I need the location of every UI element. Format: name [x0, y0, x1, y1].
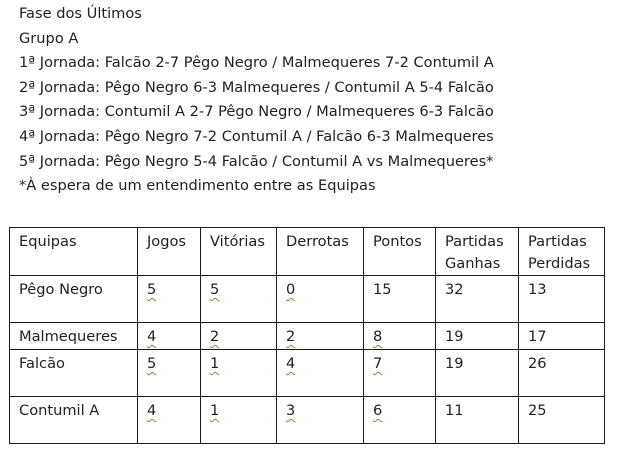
cell-pontos: 15: [364, 276, 436, 323]
cell-vitorias: 2: [201, 323, 277, 350]
cell-derrotas: 2: [277, 323, 364, 350]
cell-team: Falcão: [10, 350, 138, 397]
cell-pontos: 8: [364, 323, 436, 350]
cell-team: Malmequeres: [10, 323, 138, 350]
cell-jogos: 4: [138, 397, 201, 444]
table-row: [10, 350, 605, 397]
cell-vitorias: 5: [201, 276, 277, 323]
header-derrotas: Derrotas: [277, 228, 364, 276]
cell-partidas-ganhas: 32: [436, 276, 519, 323]
phase-title: Fase dos Últimos: [19, 5, 142, 22]
cell-jogos: 5: [138, 350, 201, 397]
cell-partidas-perdidas: 25: [519, 397, 605, 444]
cell-team: Pêgo Negro: [10, 276, 138, 323]
round-2: 2ª Jornada: Pêgo Negro 6-3 Malmequeres / Contumil A 5-4 Falcão: [19, 78, 494, 96]
header-vitorias: Vitórias: [201, 228, 277, 276]
cell-team: Contumil A: [10, 397, 138, 444]
header-equipas: Equipas: [10, 228, 138, 276]
cell-vitorias: 1: [201, 397, 277, 444]
round-4: 4ª Jornada: Pêgo Negro 7-2 Contumil A / Falcão 6-3 Malmequeres: [19, 127, 494, 145]
header-pontos: Pontos: [364, 228, 436, 276]
cell-pontos: 6: [364, 397, 436, 444]
footnote: *À espera de um entendimento entre as Equipas: [19, 177, 376, 195]
text-lines: [19, 2, 494, 199]
cell-partidas-perdidas: 26: [519, 350, 605, 397]
cell-partidas-perdidas: 17: [519, 323, 605, 350]
cell-pontos: 7: [364, 350, 436, 397]
cell-derrotas: 3: [277, 397, 364, 444]
cell-partidas-ganhas: 11: [436, 397, 519, 444]
header-partidas-perdidas: Partidas Perdidas: [519, 228, 605, 276]
header-jogos: Jogos: [138, 228, 201, 276]
table-row: [10, 323, 605, 350]
table-header-row: [10, 228, 605, 276]
cell-jogos: 5: [138, 276, 201, 323]
round-3: 3ª Jornada: Contumil A 2-7 Pêgo Negro / Malmequeres 6-3 Falcão: [19, 103, 494, 121]
cell-vitorias: 1: [201, 350, 277, 397]
round-5: 5ª Jornada: Pêgo Negro 5-4 Falcão / Contumil A vs Malmequeres*: [19, 152, 494, 170]
cell-partidas-ganhas: 19: [436, 350, 519, 397]
header-partidas-ganhas: Partidas Ganhas: [436, 228, 519, 276]
table-row: [10, 276, 605, 323]
round-1: 1ª Jornada: Falcão 2-7 Pêgo Negro / Malmequeres 7-2 Contumil A: [19, 54, 494, 72]
group-title: Grupo A: [19, 29, 79, 47]
table-row: [10, 397, 605, 444]
standings-table: [9, 227, 605, 444]
cell-jogos: 4: [138, 323, 201, 350]
cell-derrotas: 0: [277, 276, 364, 323]
cell-partidas-perdidas: 13: [519, 276, 605, 323]
cell-derrotas: 4: [277, 350, 364, 397]
cell-partidas-ganhas: 19: [436, 323, 519, 350]
